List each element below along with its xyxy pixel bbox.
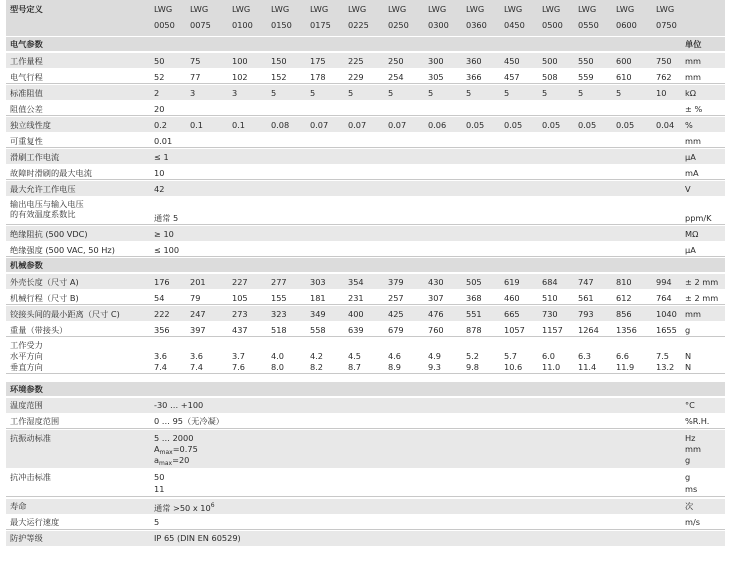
- force-vertical-4: 8.2: [310, 362, 324, 372]
- mechanical-row-0: [6, 274, 725, 289]
- env-row-temperature: [6, 398, 725, 413]
- electrical-row-1: [6, 69, 725, 84]
- mechanical-value-3-2: 437: [232, 325, 248, 335]
- electrical-value-8-0: 42: [154, 184, 165, 194]
- electrical-label-8: 最大允许工作电压: [10, 184, 76, 194]
- mechanical-value-2-10: 730: [542, 309, 558, 319]
- electrical-value-1-8: 366: [466, 72, 482, 82]
- env-value-speed: 5: [154, 517, 160, 527]
- model-series-13: LWG: [656, 4, 675, 14]
- mechanical-value-1-1: 79: [190, 293, 201, 303]
- mechanical-label-1: 机械行程（尺寸 B): [10, 293, 79, 303]
- env-value-vibration-amplitude: $A_{max}=0.75$: [154, 444, 198, 456]
- force-horizontal-10: 6.0: [542, 351, 556, 361]
- force-horizontal-12: 6.6: [616, 351, 630, 361]
- mechanical-value-0-2: 227: [232, 277, 248, 287]
- electrical-value-4-3: 0.08: [271, 120, 290, 130]
- electrical-value-0-4: 175: [310, 56, 326, 66]
- env-unit-humidity: %R.H.: [685, 416, 710, 426]
- electrical-row-6: [6, 149, 725, 164]
- model-number-5: 0225: [348, 20, 369, 30]
- electrical-unit-9: ppm/K: [685, 213, 712, 223]
- force-row: [6, 338, 725, 374]
- force-horizontal-9: 5.7: [504, 351, 518, 361]
- mechanical-value-1-5: 231: [348, 293, 364, 303]
- env-unit-temperature: °C: [685, 400, 695, 410]
- electrical-value-1-6: 254: [388, 72, 404, 82]
- electrical-value-11-0: ≤ 100: [154, 245, 180, 255]
- mechanical-value-0-3: 277: [271, 277, 287, 287]
- force-vertical-8: 9.8: [466, 362, 480, 372]
- force-horizontal-7: 4.9: [428, 351, 442, 361]
- mechanical-value-0-8: 505: [466, 277, 482, 287]
- electrical-value-1-9: 457: [504, 72, 520, 82]
- env-row-shock: [6, 469, 725, 497]
- model-series-6: LWG: [388, 4, 407, 14]
- electrical-value-2-3: 5: [271, 88, 277, 98]
- electrical-value-2-1: 3: [190, 88, 196, 98]
- model-series-3: LWG: [271, 4, 290, 14]
- mechanical-value-1-6: 257: [388, 293, 404, 303]
- electrical-row-2: [6, 85, 725, 100]
- electrical-value-2-5: 5: [348, 88, 354, 98]
- model-number-1: 0075: [190, 20, 211, 30]
- electrical-value-4-0: 0.2: [154, 120, 168, 130]
- electrical-row-11: [6, 242, 725, 257]
- force-label-1: 水平方向: [10, 351, 43, 361]
- mechanical-value-1-0: 54: [154, 293, 165, 303]
- force-horizontal-4: 4.2: [310, 351, 324, 361]
- mechanical-value-0-12: 810: [616, 277, 632, 287]
- mechanical-value-1-4: 181: [310, 293, 326, 303]
- env-row-humidity: [6, 414, 725, 429]
- env-value-temperature: -30 … +100: [154, 400, 204, 410]
- electrical-value-4-1: 0.1: [190, 120, 204, 130]
- electrical-value-1-3: 152: [271, 72, 287, 82]
- electrical-value-1-5: 229: [348, 72, 364, 82]
- electrical-value-1-1: 77: [190, 72, 201, 82]
- env-row-vibration: [6, 430, 725, 468]
- force-label-0: 工作受力: [10, 340, 43, 350]
- unit-header: 单位: [685, 39, 702, 49]
- model-series-11: LWG: [578, 4, 597, 14]
- model-series-4: LWG: [310, 4, 329, 14]
- mechanical-row-3: [6, 322, 725, 337]
- force-horizontal-13: 7.5: [656, 351, 670, 361]
- force-horizontal-11: 6.3: [578, 351, 592, 361]
- mechanical-value-3-13: 1655: [656, 325, 677, 335]
- section-title-mechanical: 机械参数: [10, 260, 43, 270]
- electrical-value-0-3: 150: [271, 56, 287, 66]
- electrical-label-5: 可重复性: [10, 136, 43, 146]
- electrical-value-2-11: 5: [578, 88, 584, 98]
- electrical-value-4-7: 0.06: [428, 120, 447, 130]
- electrical-value-1-12: 610: [616, 72, 632, 82]
- electrical-value-4-6: 0.07: [388, 120, 407, 130]
- electrical-value-4-2: 0.1: [232, 120, 246, 130]
- electrical-unit-8: V: [685, 184, 691, 194]
- electrical-value-0-1: 75: [190, 56, 201, 66]
- model-number-8: 0360: [466, 20, 487, 30]
- force-vertical-6: 8.9: [388, 362, 402, 372]
- env-unit-vibration-2: g: [685, 455, 691, 465]
- env-row-life: [6, 499, 725, 514]
- mechanical-value-1-2: 105: [232, 293, 248, 303]
- force-vertical-0: 7.4: [154, 362, 168, 372]
- model-number-3: 0150: [271, 20, 292, 30]
- force-vertical-13: 13.2: [656, 362, 675, 372]
- electrical-value-3-0: 20: [154, 104, 165, 114]
- env-row-protection: [6, 531, 725, 546]
- mechanical-value-3-9: 1057: [504, 325, 525, 335]
- electrical-label-0: 工作量程: [10, 56, 43, 66]
- env-value-protection: IP 65 (DIN EN 60529): [154, 533, 241, 543]
- electrical-unit-11: µA: [685, 245, 696, 255]
- electrical-value-0-13: 750: [656, 56, 672, 66]
- force-vertical-5: 8.7: [348, 362, 362, 372]
- electrical-value-4-5: 0.07: [348, 120, 367, 130]
- mechanical-value-2-0: 222: [154, 309, 170, 319]
- model-series-12: LWG: [616, 4, 635, 14]
- force-vertical-3: 8.0: [271, 362, 285, 372]
- mechanical-value-3-3: 518: [271, 325, 287, 335]
- electrical-value-4-11: 0.05: [578, 120, 597, 130]
- force-horizontal-8: 5.2: [466, 351, 480, 361]
- electrical-value-2-10: 5: [542, 88, 548, 98]
- electrical-value-1-2: 102: [232, 72, 248, 82]
- electrical-label-1: 电气行程: [10, 72, 43, 82]
- env-unit-shock-0: g: [685, 472, 691, 482]
- mechanical-value-3-7: 760: [428, 325, 444, 335]
- mechanical-value-2-7: 476: [428, 309, 444, 319]
- mechanical-value-0-7: 430: [428, 277, 444, 287]
- force-vertical-1: 7.4: [190, 362, 204, 372]
- force-vertical-2: 7.6: [232, 362, 246, 372]
- mechanical-value-2-13: 1040: [656, 309, 677, 319]
- env-label-humidity: 工作湿度范围: [10, 416, 60, 426]
- electrical-label-9-1: 的有效温度系数比: [10, 209, 76, 219]
- electrical-row-0: [6, 53, 725, 68]
- electrical-value-1-7: 305: [428, 72, 444, 82]
- force-unit-h: N: [685, 351, 692, 361]
- electrical-value-2-13: 10: [656, 88, 667, 98]
- env-label-shock: 抗冲击标准: [10, 472, 51, 482]
- section-environment: [6, 382, 725, 396]
- model-series-9: LWG: [504, 4, 523, 14]
- electrical-value-0-5: 225: [348, 56, 364, 66]
- mechanical-value-0-0: 176: [154, 277, 170, 287]
- env-label-speed: 最大运行速度: [10, 517, 60, 527]
- env-value-shock-0: 50: [154, 472, 165, 482]
- model-series-1: LWG: [190, 4, 209, 14]
- env-unit-vibration-0: Hz: [685, 433, 696, 443]
- electrical-label-3: 阻值公差: [10, 104, 43, 114]
- section-title-electrical: 电气参数: [10, 39, 43, 49]
- model-series-0: LWG: [154, 4, 173, 14]
- model-number-10: 0500: [542, 20, 563, 30]
- model-series-8: LWG: [466, 4, 485, 14]
- electrical-label-6: 滑刷工作电流: [10, 152, 60, 162]
- mechanical-value-0-11: 747: [578, 277, 594, 287]
- force-vertical-10: 11.0: [542, 362, 561, 372]
- electrical-row-4: [6, 117, 725, 132]
- model-number-13: 0750: [656, 20, 677, 30]
- env-value-vibration-accel: $a_{max}=20$: [154, 455, 190, 467]
- electrical-value-1-0: 52: [154, 72, 165, 82]
- model-number-9: 0450: [504, 20, 525, 30]
- electrical-value-4-12: 0.05: [616, 120, 635, 130]
- electrical-unit-7: mA: [685, 168, 699, 178]
- env-label-vibration: 抗振动标准: [10, 433, 51, 443]
- electrical-label-9-0: 输出电压与输入电压: [10, 199, 84, 209]
- electrical-label-7: 故障时滑刷的最大电流: [10, 168, 92, 178]
- mechanical-value-0-6: 379: [388, 277, 404, 287]
- force-horizontal-1: 3.6: [190, 351, 204, 361]
- electrical-label-11: 绝缘强度 (500 VAC, 50 Hz): [10, 245, 115, 255]
- model-series-10: LWG: [542, 4, 561, 14]
- electrical-label-4: 独立线性度: [10, 120, 51, 130]
- env-unit-speed: m/s: [685, 517, 700, 527]
- electrical-unit-3: ± %: [685, 104, 703, 114]
- electrical-value-2-6: 5: [388, 88, 394, 98]
- section-title-environment: 环境参数: [10, 384, 43, 394]
- mechanical-value-3-5: 639: [348, 325, 364, 335]
- mechanical-value-2-12: 856: [616, 309, 632, 319]
- force-vertical-11: 11.4: [578, 362, 597, 372]
- mechanical-value-0-4: 303: [310, 277, 326, 287]
- mechanical-label-2: 铰接头间的最小距离（尺寸 C): [10, 309, 120, 319]
- electrical-value-0-0: 50: [154, 56, 165, 66]
- env-value-vibration-range: 5 … 2000: [154, 433, 194, 443]
- electrical-value-0-7: 300: [428, 56, 444, 66]
- model-number-4: 0175: [310, 20, 331, 30]
- force-horizontal-3: 4.0: [271, 351, 285, 361]
- electrical-value-7-0: 10: [154, 168, 165, 178]
- electrical-value-2-0: 2: [154, 88, 160, 98]
- electrical-value-2-8: 5: [466, 88, 472, 98]
- force-vertical-7: 9.3: [428, 362, 442, 372]
- mechanical-value-0-13: 994: [656, 277, 672, 287]
- force-horizontal-2: 3.7: [232, 351, 246, 361]
- model-series-2: LWG: [232, 4, 251, 14]
- electrical-value-2-7: 5: [428, 88, 434, 98]
- electrical-unit-2: kΩ: [685, 88, 696, 98]
- mechanical-value-3-4: 558: [310, 325, 326, 335]
- electrical-value-0-12: 600: [616, 56, 632, 66]
- env-value-life: 通常 >50 x $10^6$: [154, 502, 215, 513]
- force-vertical-9: 10.6: [504, 362, 523, 372]
- env-label-protection: 防护等级: [10, 533, 43, 543]
- electrical-value-0-8: 360: [466, 56, 482, 66]
- mechanical-label-3: 重量（带接头）: [10, 325, 68, 335]
- mechanical-label-0: 外壳长度（尺寸 A): [10, 277, 79, 287]
- electrical-value-2-2: 3: [232, 88, 238, 98]
- mechanical-value-1-3: 155: [271, 293, 287, 303]
- mechanical-value-3-0: 356: [154, 325, 170, 335]
- mechanical-value-1-9: 460: [504, 293, 520, 303]
- electrical-row-8: [6, 181, 725, 196]
- electrical-value-4-9: 0.05: [504, 120, 523, 130]
- mechanical-value-1-11: 561: [578, 293, 594, 303]
- electrical-value-0-6: 250: [388, 56, 404, 66]
- mechanical-value-3-1: 397: [190, 325, 206, 335]
- mechanical-value-2-9: 665: [504, 309, 520, 319]
- electrical-unit-6: µA: [685, 152, 696, 162]
- model-number-12: 0600: [616, 20, 637, 30]
- env-value-humidity: 0 … 95（无冷凝）: [154, 416, 224, 426]
- electrical-row-7: [6, 165, 725, 180]
- mechanical-value-3-6: 679: [388, 325, 404, 335]
- electrical-value-0-11: 550: [578, 56, 594, 66]
- electrical-value-1-13: 762: [656, 72, 672, 82]
- electrical-value-4-10: 0.05: [542, 120, 561, 130]
- mechanical-value-0-5: 354: [348, 277, 364, 287]
- mechanical-unit-0: ± 2 mm: [685, 277, 719, 287]
- mechanical-value-2-8: 551: [466, 309, 482, 319]
- model-series-7: LWG: [428, 4, 447, 14]
- electrical-value-2-4: 5: [310, 88, 316, 98]
- mechanical-value-1-8: 368: [466, 293, 482, 303]
- mechanical-value-3-8: 878: [466, 325, 482, 335]
- electrical-value-0-9: 450: [504, 56, 520, 66]
- electrical-row-5: [6, 133, 725, 148]
- electrical-value-10-0: ≥ 10: [154, 229, 174, 239]
- electrical-row-10: [6, 226, 725, 241]
- mechanical-value-2-3: 323: [271, 309, 287, 319]
- mechanical-value-1-7: 307: [428, 293, 444, 303]
- env-label-life: 寿命: [10, 501, 27, 511]
- section-mechanical: [6, 258, 725, 272]
- electrical-value-1-4: 178: [310, 72, 326, 82]
- electrical-unit-0: mm: [685, 56, 701, 66]
- mechanical-value-0-1: 201: [190, 277, 206, 287]
- electrical-value-2-9: 5: [504, 88, 510, 98]
- mechanical-unit-3: g: [685, 325, 691, 335]
- model-number-2: 0100: [232, 20, 253, 30]
- model-number-11: 0550: [578, 20, 599, 30]
- electrical-unit-4: %: [685, 120, 693, 130]
- mechanical-value-2-11: 793: [578, 309, 594, 319]
- electrical-label-10: 绝缘阻抗 (500 VDC): [10, 229, 88, 239]
- table-header: [6, 0, 725, 36]
- force-horizontal-6: 4.6: [388, 351, 402, 361]
- mechanical-value-0-9: 619: [504, 277, 520, 287]
- mechanical-value-0-10: 684: [542, 277, 558, 287]
- env-unit-shock-1: ms: [685, 484, 698, 494]
- electrical-value-0-2: 100: [232, 56, 248, 66]
- env-value-shock-1: 11: [154, 484, 165, 494]
- electrical-unit-1: mm: [685, 72, 701, 82]
- mechanical-value-1-13: 764: [656, 293, 672, 303]
- electrical-value-4-8: 0.05: [466, 120, 485, 130]
- electrical-row-9: [6, 197, 725, 225]
- mechanical-value-2-1: 247: [190, 309, 206, 319]
- mechanical-value-3-11: 1264: [578, 325, 599, 335]
- electrical-value-2-12: 5: [616, 88, 622, 98]
- mechanical-value-2-5: 400: [348, 309, 364, 319]
- electrical-unit-10: MΩ: [685, 229, 699, 239]
- force-horizontal-0: 3.6: [154, 351, 168, 361]
- header-label: 型号定义: [10, 4, 43, 14]
- electrical-unit-5: mm: [685, 136, 701, 146]
- mechanical-row-1: [6, 290, 725, 305]
- force-vertical-12: 11.9: [616, 362, 635, 372]
- electrical-value-1-11: 559: [578, 72, 594, 82]
- electrical-value-6-0: ≤ 1: [154, 152, 169, 162]
- mechanical-value-2-2: 273: [232, 309, 248, 319]
- model-number-7: 0300: [428, 20, 449, 30]
- electrical-row-3: [6, 101, 725, 116]
- mechanical-value-2-4: 349: [310, 309, 326, 319]
- mechanical-unit-2: mm: [685, 309, 701, 319]
- force-label-2: 垂直方向: [10, 362, 43, 372]
- force-unit-v: N: [685, 362, 692, 372]
- electrical-value-5-0: 0.01: [154, 136, 173, 146]
- mechanical-value-3-10: 1157: [542, 325, 563, 335]
- env-row-speed: [6, 515, 725, 530]
- mechanical-value-1-12: 612: [616, 293, 632, 303]
- env-label-temperature: 温度范围: [10, 400, 43, 410]
- mechanical-row-2: [6, 306, 725, 321]
- section-electrical: [6, 37, 725, 51]
- electrical-value-4-4: 0.07: [310, 120, 329, 130]
- env-unit-life: 次: [685, 501, 694, 511]
- electrical-value-9-0: 通常 5: [154, 213, 179, 223]
- electrical-value-1-10: 508: [542, 72, 558, 82]
- mechanical-value-1-10: 510: [542, 293, 558, 303]
- model-number-6: 0250: [388, 20, 409, 30]
- mechanical-value-2-6: 425: [388, 309, 404, 319]
- mechanical-value-3-12: 1356: [616, 325, 637, 335]
- model-series-5: LWG: [348, 4, 367, 14]
- model-number-0: 0050: [154, 20, 175, 30]
- env-unit-vibration-1: mm: [685, 444, 701, 454]
- mechanical-unit-1: ± 2 mm: [685, 293, 719, 303]
- force-horizontal-5: 4.5: [348, 351, 362, 361]
- electrical-value-4-13: 0.04: [656, 120, 675, 130]
- electrical-value-0-10: 500: [542, 56, 558, 66]
- electrical-label-2: 标准阻值: [10, 88, 43, 98]
